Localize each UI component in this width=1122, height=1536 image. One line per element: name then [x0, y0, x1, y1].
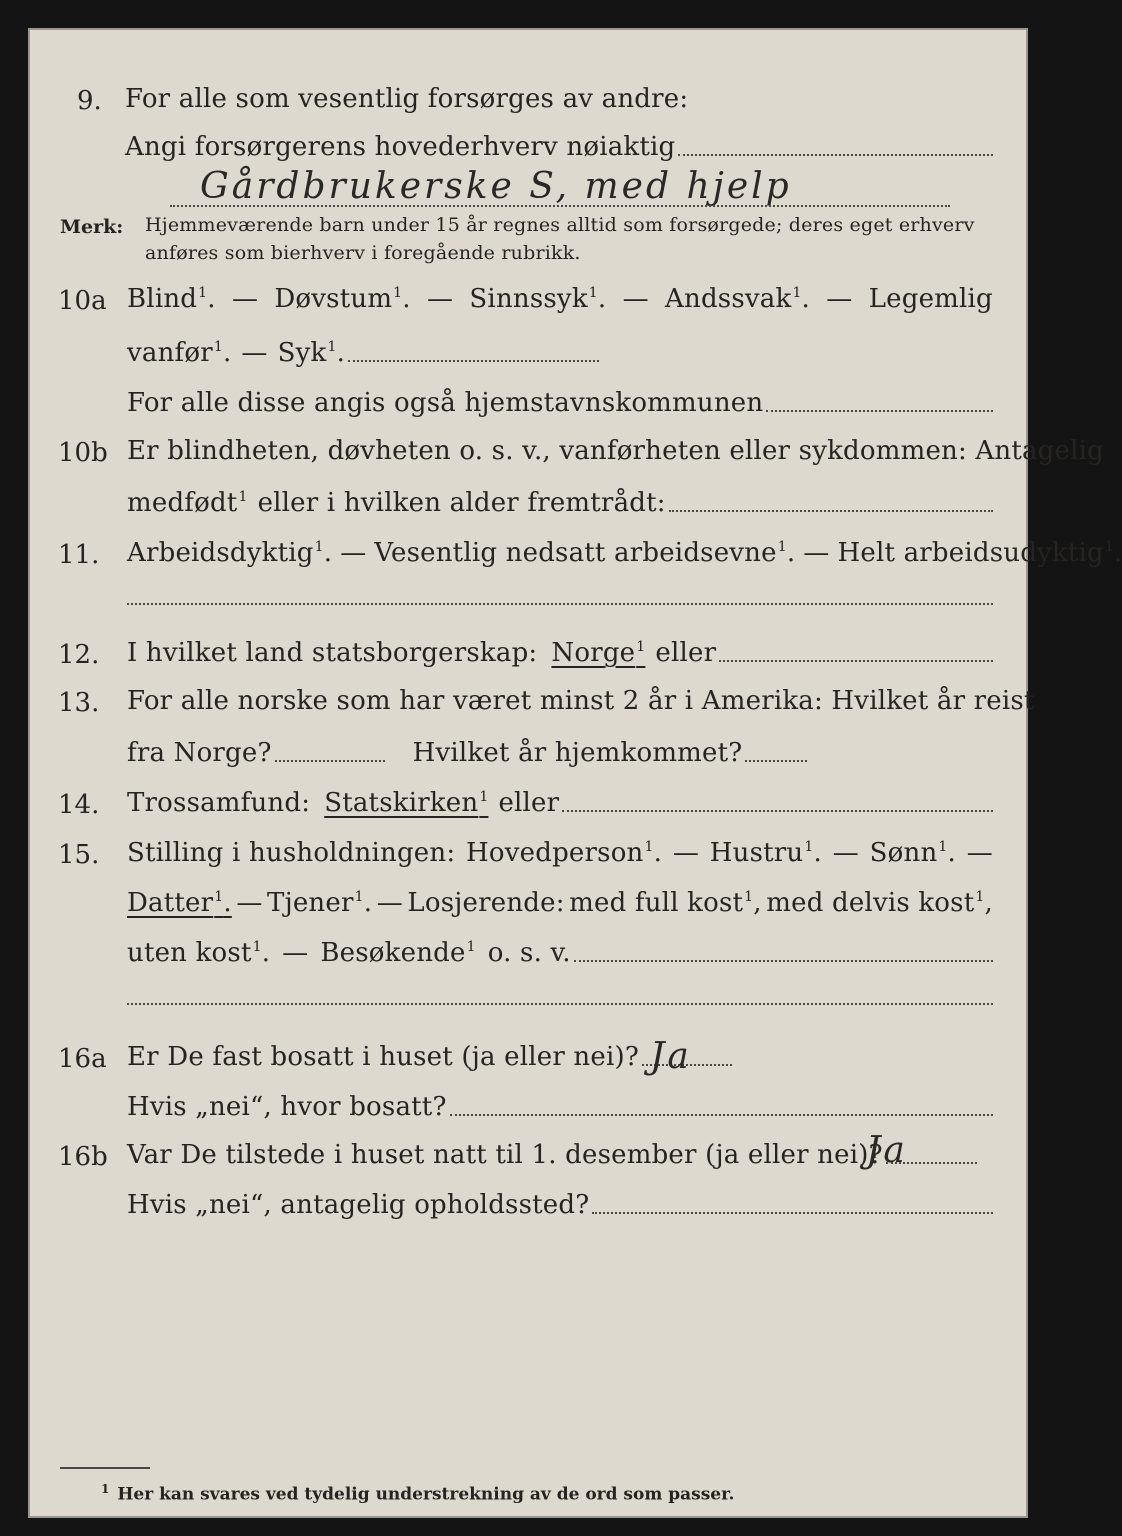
- option-full-kost[interactable]: med full kost$^1$,: [569, 888, 762, 918]
- option-statskirken-underlined[interactable]: Statskirken$^1$: [324, 788, 489, 818]
- merk-label: Merk:: [60, 216, 124, 238]
- q16b-opholdssted-line[interactable]: [592, 1210, 993, 1214]
- q10b-line1-text: Er blindheten, døvheten o. s. v., vanførheten eller sykdommen: Antagelig: [127, 436, 1104, 466]
- footnote-mark: 1: [101, 1482, 110, 1496]
- q16a-number: 16a: [58, 1044, 107, 1074]
- footnote-rule: [60, 1467, 150, 1469]
- q16a-handwritten-answer: Ja: [650, 1036, 692, 1077]
- q16b-line1: [127, 1140, 977, 1170]
- q9-line1-text: For alle som vesentlig forsørges av andre:: [125, 84, 689, 114]
- q15-extra-line[interactable]: [127, 1003, 993, 1005]
- q10a-line1: [127, 284, 993, 314]
- q9-handwritten-answer: Gårdbrukerske S, med hjelp: [200, 166, 792, 207]
- q14-number: 14.: [58, 790, 100, 820]
- osv: o. s. v.: [487, 938, 571, 968]
- option-uten-kost[interactable]: uten kost$^1$.: [127, 938, 271, 968]
- dash: —: [236, 888, 263, 918]
- q15-number: 15.: [58, 840, 100, 870]
- q11-answer-line[interactable]: [127, 603, 993, 605]
- option-sinnssyk[interactable]: Sinnssyk$^1$.: [469, 284, 607, 314]
- merk-line2: [145, 242, 581, 264]
- q12-number: 12.: [58, 640, 100, 670]
- merk-line1: [145, 214, 975, 236]
- q14-line: [127, 788, 993, 818]
- q11-line1: [127, 538, 1122, 568]
- q12-text: I hvilket land statsborgerskap:: [127, 638, 538, 668]
- q13-line1-text: For alle norske som har været minst 2 år i Amerika: Hvilket år reist: [127, 686, 1035, 716]
- option-dovstum[interactable]: Døvstum$^1$.: [274, 284, 411, 314]
- option-norge-underlined[interactable]: Norge$^1$: [551, 638, 646, 668]
- dash: —: [826, 284, 853, 314]
- dash: —: [672, 838, 700, 868]
- q10b-line2-text: eller i hvilken alder fremtrådt:: [257, 488, 666, 518]
- option-medfodt[interactable]: medfødt$^1$: [127, 488, 248, 518]
- q16a-bosatt-line[interactable]: [450, 1112, 993, 1116]
- dash: —: [241, 338, 268, 368]
- q12-line: [127, 638, 993, 668]
- option-legemlig[interactable]: Legemlig: [868, 284, 993, 314]
- option-syk[interactable]: Syk$^1$.: [277, 338, 346, 368]
- option-hustru[interactable]: Hustru$^1$.: [709, 838, 822, 868]
- q13-number: 13.: [58, 688, 100, 718]
- q13-reist-label: fra Norge?: [127, 738, 272, 768]
- option-vanfor[interactable]: vanfør$^1$.: [127, 338, 232, 368]
- dash: —: [426, 284, 454, 314]
- dash: —: [832, 838, 859, 868]
- q14-text: Trossamfund:: [127, 788, 311, 818]
- option-blind[interactable]: Blind$^1$.: [127, 284, 216, 314]
- q10a-line3: [127, 388, 993, 418]
- q10a-hjemstavn-line[interactable]: [766, 408, 993, 412]
- q10a-line3-text: For alle disse angis også hjemstavnskommunen: [127, 388, 764, 418]
- q13-line1: [127, 686, 1035, 716]
- q14-or: eller: [498, 788, 560, 818]
- q10a-answer-line[interactable]: [348, 358, 599, 362]
- option-nedsatt-arbeidsevne[interactable]: Vesentlig nedsatt arbeidsevne$^1$.: [374, 538, 796, 568]
- q10b-line1: [127, 436, 1104, 466]
- q15-line1: [127, 838, 993, 868]
- option-arbeidsdyktig[interactable]: Arbeidsdyktig$^1$.: [127, 538, 333, 568]
- q10b-number: 10b: [58, 438, 108, 468]
- q9-line2: [125, 132, 993, 162]
- option-helt-arbeidsudyktig[interactable]: Helt arbeidsudyktig$^1$.: [837, 538, 1122, 568]
- option-hovedperson[interactable]: Hovedperson$^1$.: [466, 838, 663, 868]
- q9-number: 9.: [77, 86, 102, 116]
- q13-reist-answer-line[interactable]: [275, 758, 385, 762]
- q11-number: 11.: [58, 540, 100, 570]
- dash: —: [622, 284, 649, 314]
- q15-answer-line[interactable]: [574, 958, 993, 962]
- q14-answer-line[interactable]: [562, 808, 993, 812]
- q16b-handwritten-answer: Ja: [866, 1130, 908, 1171]
- losjerende-label: Losjerende:: [407, 888, 565, 918]
- q16a-line1: [127, 1042, 732, 1072]
- footnote: [100, 1482, 734, 1505]
- q12-answer-line[interactable]: [719, 658, 993, 662]
- q16b-line2: [127, 1190, 993, 1220]
- dash: —: [376, 888, 403, 918]
- option-sonn[interactable]: Sønn$^1$.: [869, 838, 956, 868]
- option-tjener[interactable]: Tjener$^1$.: [267, 888, 373, 918]
- q16a-line1-text: Er De fast bosatt i huset (ja eller nei)?: [127, 1042, 639, 1072]
- footnote-text: Her kan svares ved tydelig understrekning av de ord som passer.: [117, 1484, 735, 1505]
- q10b-line2: [127, 488, 993, 518]
- option-delvis-kost[interactable]: med delvis kost$^1$,: [766, 888, 993, 918]
- q10b-answer-line[interactable]: [669, 508, 993, 512]
- q12-or: eller: [655, 638, 717, 668]
- merk-line2-text: anføres som bierhverv i foregående rubrikk.: [145, 242, 581, 264]
- q9-answer-line[interactable]: [678, 152, 993, 156]
- q16b-line1-text: Var De tilstede i huset natt til 1. desember (ja eller nei)?: [127, 1140, 883, 1170]
- dash: —: [966, 838, 993, 868]
- q13-hjemkommet-label: Hvilket år hjemkommet?: [412, 738, 743, 768]
- dash: —: [803, 538, 830, 568]
- dash: —: [231, 284, 259, 314]
- merk-line1-text: Hjemmeværende barn under 15 år regnes alltid som forsørgede; deres eget erhverv: [145, 214, 975, 236]
- q10a-number: 10a: [58, 286, 107, 316]
- q16b-number: 16b: [58, 1142, 108, 1172]
- q10a-line2: [127, 338, 599, 368]
- option-datter-underlined[interactable]: Datter$^1$.: [127, 888, 232, 918]
- q13-line2: [127, 738, 807, 768]
- q13-hjemkommet-answer-line[interactable]: [745, 758, 807, 762]
- q9-answer-underline: [170, 205, 950, 207]
- dash: —: [340, 538, 367, 568]
- q9-line2-text: Angi forsørgerens hovederhverv nøiaktig: [125, 132, 676, 162]
- dash: —: [282, 938, 309, 968]
- q15-label: Stilling i husholdningen:: [127, 838, 456, 868]
- q16b-line2-text: Hvis „nei“, antagelig opholdssted?: [127, 1190, 590, 1220]
- option-besokende[interactable]: Besøkende$^1$: [320, 938, 476, 968]
- option-andssvak[interactable]: Andssvak$^1$.: [665, 284, 811, 314]
- q15-line2: [127, 888, 993, 918]
- q9-line1: [125, 84, 688, 114]
- q15-line3: [127, 938, 993, 968]
- q16a-line2: [127, 1092, 993, 1122]
- q16a-line2-text: Hvis „nei“, hvor bosatt?: [127, 1092, 447, 1122]
